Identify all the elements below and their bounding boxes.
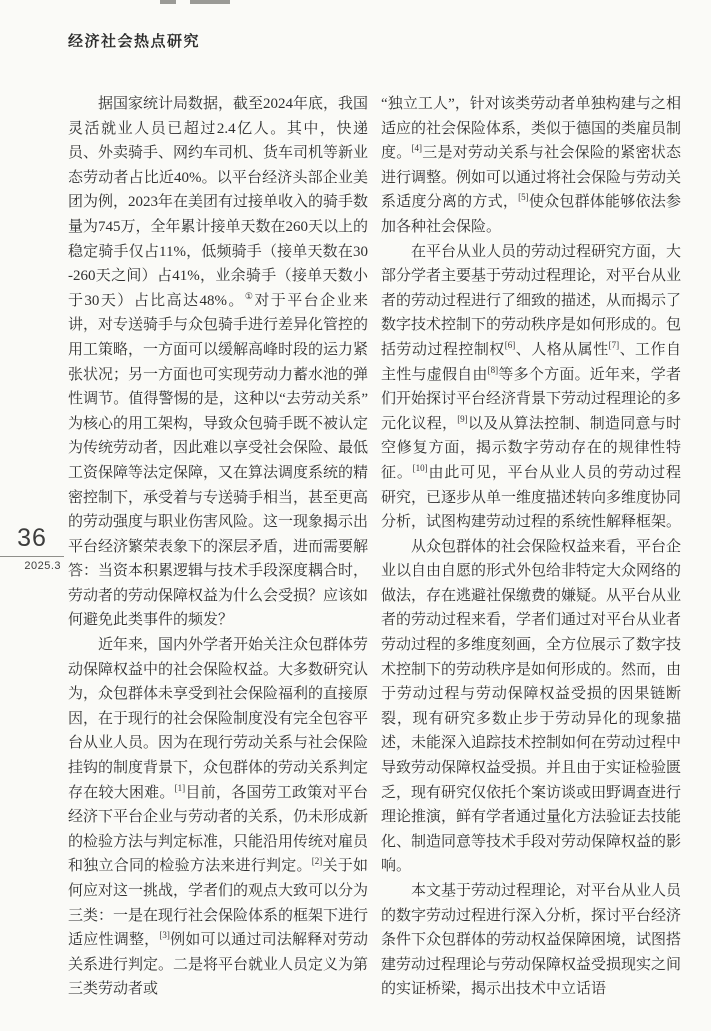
left-column [68,92,368,1026]
citation-superscript: [4] [411,143,422,154]
page-number-divider [0,556,64,557]
citation-superscript: [1] [174,782,186,793]
citation-superscript: ① [244,290,255,301]
citation-superscript: [9] [457,413,468,424]
paragraph: 从众包群体的社会保险权益来看，平台企业以自由自愿的形式外包给非特定大众网络的做法，存在逃避社保缴费的嫌疑。从平台从业者的劳动过程来看，学者们通过对平台从业者劳动过程的多维度刻画，全方位展示了数字技术控制下的劳动秩序是如何形成的。然而，由于劳动过程与劳动保障权益受损的因果链断裂，现有研究多数止步于劳动异化的现象描述，未能深入追踪技术控制如何在劳动过程中导致劳动保障权益受损。并且由于实证检验匮乏，现有研究仅依托个案访谈或田野调查进行理论推演，鲜有学者通过量化方法验证去技能化、制造同意等技术手段对劳动保障权益的影响。 [381,538,681,875]
right-column [381,92,681,1026]
citation-superscript: [2] [311,856,323,867]
section-header: 经济社会热点研究 [68,33,201,50]
paragraph: “独立工人”，针对该类劳动者单独构建与之相适应的社会保险体系，类似于德国的类雇员制度。[4]三是对劳动关系与社会保险的紧密状态进行调整。例如可以通过将社会保险与劳动关系适度分离的方式，[5]使众包群体能够依法参加各种社会保险。 [381,96,681,235]
paragraph: 在平台从业人员的劳动过程研究方面，大部分学者主要基于劳动过程理论，对平台从业者的劳动过程进行了细致的描述，从而揭示了数字技术控制下的劳动秩序是如何形成的。包括劳动过程控制权[6]、人格从属性[7]、工作自主性与虚假自由[8]等多个方面。近年来，学者们开始探讨平台经济背景下劳动过程理论的多元化议程，[9]以及从算法控制、制造同意与时空修复方面，揭示数字劳动存在的规律性特征。[10]由此可见，平台从业人员的劳动过程研究，已逐步从单一维度描述转向多维度协同分析，试图构建劳动过程的系统性解释框架。 [381,243,681,531]
citation-superscript: [8] [487,364,499,375]
paragraph: 据国家统计局数据，截至2024年底，我国灵活就业人员已超过2.4亿人。其中，快递员、外卖骑手、网约车司机、货车司机等新业态劳动者占比近40%。以平台经济头部企业美团为例，2023年在美团有过接单收入的骑手数量为745万，全年累计接单天数在260天以上的稳定骑手仅占11%，低频骑手（接单天数在30-260天之间）占41%，业余骑手（接单天数小于30天）占比高达48%。①对于平台企业来讲，对专送骑手与众包骑手进行差异化管控的用工策略，一方面可以缓解高峰时段的运力紧张状况；另一方面也可实现劳动力蓄水池的弹性调节。值得警惕的是，这种以“去劳动关系”为核心的用工架构，导致众包骑手既不被认定为传统劳动者，因此难以享受社会保险、最低工资保障等法定保障，又在算法调度系统的精密控制下，承受着与专送骑手相当，甚至更高的劳动强度与职业伤害风险。这一现象揭示出平台经济繁荣表象下的深层矛盾，进而需要解答：当资本积累逻辑与技术手段深度耦合时，劳动者的劳动保障权益为什么会受损？应该如何避免此类事件的频发？ [68,96,368,629]
citation-superscript: [10] [412,462,428,473]
top-edge-dash [160,0,176,4]
citation-superscript: [3] [159,930,170,941]
page-number: 36 [17,524,47,552]
paragraph: 近年来，国内外学者开始关注众包群体劳动保障权益中的社会保险权益。大多数研究认为，众包群体未享受到社会保险福利的直接原因，在于现行的社会保险制度没有完全包容平台从业人员。因为在现行劳动关系与社会保险挂钩的制度背景下，众包群体的劳动关系判定存在较大困难。[1]目前，各国劳工政策对平台经济下平台企业与劳动者的关系，仍未形成新的检验方法与判定标准，只能沿用传统对雇员和独立合同的检验方法来进行判定。[2]关于如何应对这一挑战，学者们的观点大致可以分为三类：一是在现行社会保险体系的框架下进行适应性调整，[3]例如可以通过司法解释对劳动关系进行判定。二是将平台就业人员定义为第三类劳动者或 [68,637,368,998]
top-edge-mark [160,0,230,4]
page-number-block [0,524,64,572]
citation-superscript: [7] [608,339,620,350]
top-edge-dash [190,0,230,4]
issue-number: 2025.3 [24,560,61,572]
paragraph: 本文基于劳动过程理论，对平台从业人员的数字劳动过程进行深入分析，探讨平台经济条件下众包群体的劳动权益保障困境，试图搭建劳动过程理论与劳动保障权益受损现实之间的实证桥梁，揭示出技术中立话语 [381,883,681,998]
article-body [68,92,682,1026]
citation-superscript: [6] [504,339,516,350]
citation-superscript: [5] [518,192,529,203]
